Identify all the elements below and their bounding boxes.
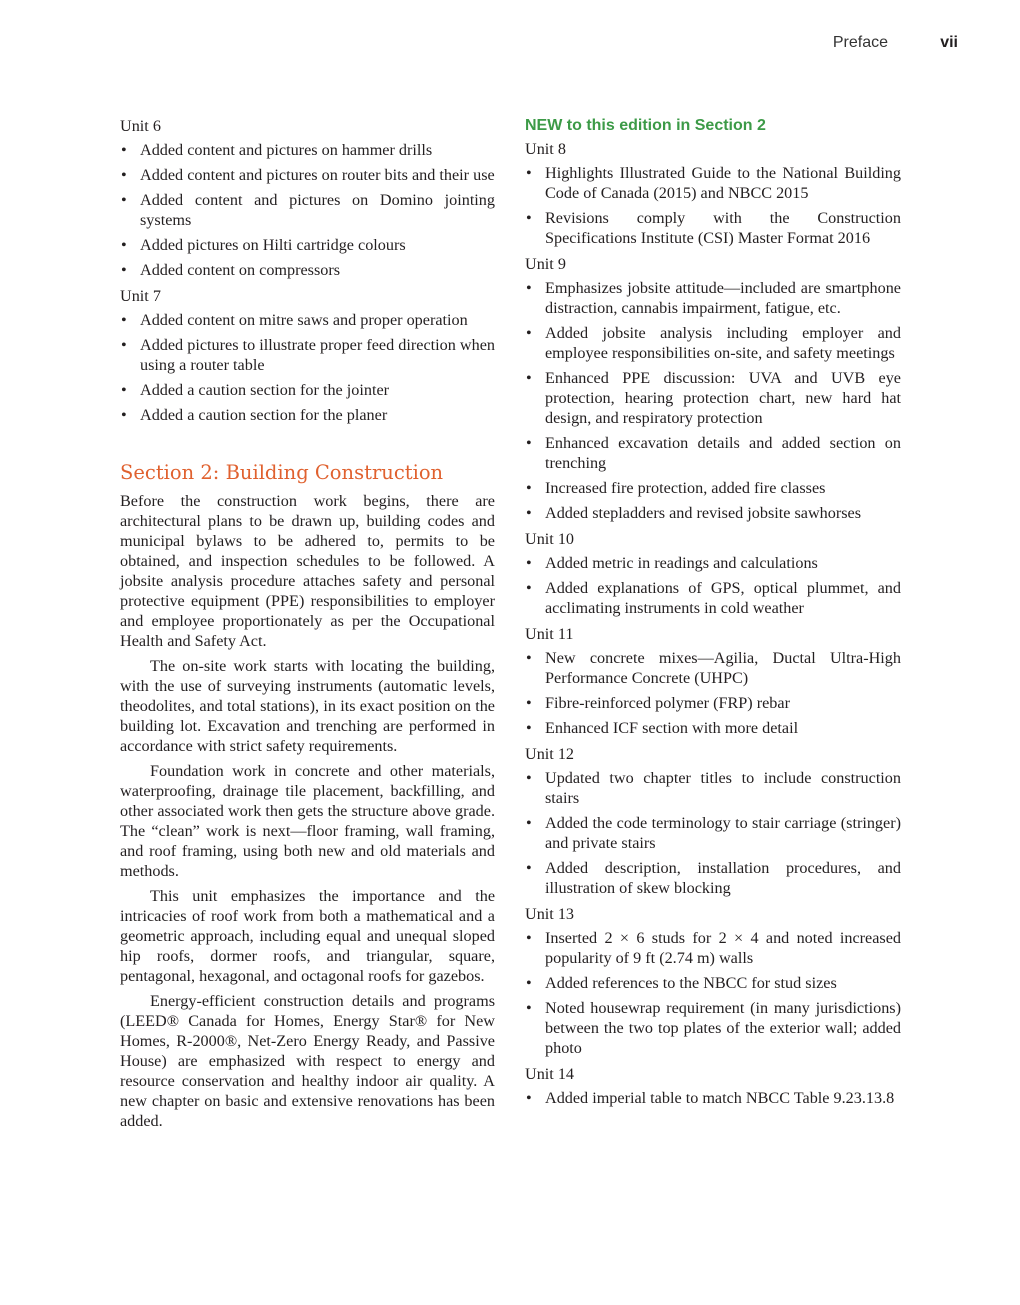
unit-heading: Unit 11 — [525, 625, 574, 643]
body-paragraph: Before the construction work begins, there are architectural plans to be drawn up, building codes and municipal bylaws to be adhered to, permits to be obtained, and inspection schedules to be followed. A jobsite analysis procedure attaches safety and personal protective equipment (PPE) responsibilities to employer and employee proportionately as per the Occupational Health and Safety Act. — [120, 492, 495, 650]
list-item: • Added description, installation procedures, and illustration of skew blocking — [525, 858, 901, 898]
left-column — [120, 116, 495, 1136]
running-head-section: Preface — [832, 34, 888, 51]
list-item: • Added pictures on Hilti cartridge colours — [120, 235, 495, 255]
unit-heading: Unit 6 — [120, 117, 161, 135]
list-item: • Added content on mitre saws and proper operation — [120, 310, 495, 330]
unit-heading: Unit 14 — [525, 1065, 575, 1083]
page-number: vii — [940, 34, 958, 51]
unit-heading: Unit 12 — [525, 745, 575, 763]
list-item: • Fibre-reinforced polymer (FRP) rebar — [525, 693, 901, 713]
list-item: • Noted housewrap requirement (in many jurisdictions) between the two top plates of the exterior wall; added photo — [525, 998, 901, 1058]
unit-heading: Unit 7 — [120, 287, 161, 305]
list-item: • Enhanced PPE discussion: UVA and UVB eye protection, hearing protection chart, new hard hat design, and respiratory protection — [525, 368, 901, 428]
unit-heading: Unit 10 — [525, 530, 575, 548]
list-item: • Added jobsite analysis including employer and employee responsibilities on-site, and safety meetings — [525, 323, 901, 363]
unit7-list — [120, 310, 495, 425]
section-title: Section 2: Building Construction — [120, 461, 444, 484]
right-column — [525, 116, 901, 1114]
unit11-list — [525, 648, 901, 738]
unit9-list — [525, 278, 901, 523]
list-item: • Added content and pictures on hammer drills — [120, 140, 495, 160]
unit10-list — [525, 553, 901, 618]
list-item: • Added a caution section for the planer — [120, 405, 495, 425]
list-item: • Revisions comply with the Construction Specifications Institute (CSI) Master Format 2016 — [525, 208, 901, 248]
unit14-list — [525, 1088, 901, 1108]
list-item: • Updated two chapter titles to include construction stairs — [525, 768, 901, 808]
list-item: • Added content and pictures on router bits and their use — [120, 165, 495, 185]
list-item: • Added stepladders and revised jobsite sawhorses — [525, 503, 901, 523]
unit8-list — [525, 163, 901, 248]
unit12-list — [525, 768, 901, 898]
list-item: • Enhanced excavation details and added section on trenching — [525, 433, 901, 473]
list-item: • Enhanced ICF section with more detail — [525, 718, 901, 738]
list-item: • Inserted 2 × 6 studs for 2 × 4 and noted increased popularity of 9 ft (2.74 m) walls — [525, 928, 901, 968]
body-paragraph: Energy-efficient construction details and programs (LEED® Canada for Homes, Energy Star® for New Homes, R-2000®, Net-Zero Energy Ready, and Passive House) are emphasized with respect to energy and resource conservation and healthy indoor air quality. A new chapter on basic and extensive renovations has been added. — [120, 992, 495, 1130]
list-item: • Added content on compressors — [120, 260, 495, 280]
list-item: • Added references to the NBCC for stud sizes — [525, 973, 901, 993]
body-paragraph: The on-site work starts with locating the building, with the use of surveying instruments (automatic levels, theodolites, and total stations), in its exact position on the building lot. Excavation and trenching are performed in accordance with strict safety requirements. — [120, 657, 495, 755]
list-item: • Added metric in readings and calculations — [525, 553, 901, 573]
list-item: • Highlights Illustrated Guide to the National Building Code of Canada (2015) and NBCC 2015 — [525, 163, 901, 203]
unit-heading: Unit 13 — [525, 905, 575, 923]
unit13-list — [525, 928, 901, 1058]
body-paragraph: This unit emphasizes the importance and the intricacies of roof work from both a mathematical and a geometric approach, including equal and unequal sloped hip roofs, dormer roofs, and triangular, square, pentagonal, hexagonal, and octagonal roofs for gazebos. — [120, 887, 495, 985]
list-item: • Added content and pictures on Domino jointing systems — [120, 190, 495, 230]
new-edition-heading: NEW to this edition in Section 2 — [525, 117, 766, 134]
list-item: • New concrete mixes—Agilia, Ductal Ultra-High Performance Concrete (UHPC) — [525, 648, 901, 688]
list-item: • Added explanations of GPS, optical plummet, and acclimating instruments in cold weather — [525, 578, 901, 618]
unit-heading: Unit 9 — [525, 255, 566, 273]
list-item: • Added imperial table to match NBCC Table 9.23.13.8 — [525, 1088, 901, 1108]
list-item: • Added pictures to illustrate proper feed direction when using a router table — [120, 335, 495, 375]
list-item: • Increased fire protection, added fire classes — [525, 478, 901, 498]
list-item: • Added the code terminology to stair carriage (stringer) and private stairs — [525, 813, 901, 853]
list-item: • Emphasizes jobsite attitude—included are smartphone distraction, cannabis impairment, fatigue, etc. — [525, 278, 901, 318]
list-item: • Added a caution section for the jointer — [120, 380, 495, 400]
body-paragraph: Foundation work in concrete and other materials, waterproofing, drainage tile placement, backfilling, and other associated work then gets the structure above grade. The “clean” work is next—floor framing, wall framing, and roof framing, using both new and old materials and methods. — [120, 762, 495, 880]
unit-heading: Unit 8 — [525, 140, 566, 158]
unit6-list — [120, 140, 495, 280]
